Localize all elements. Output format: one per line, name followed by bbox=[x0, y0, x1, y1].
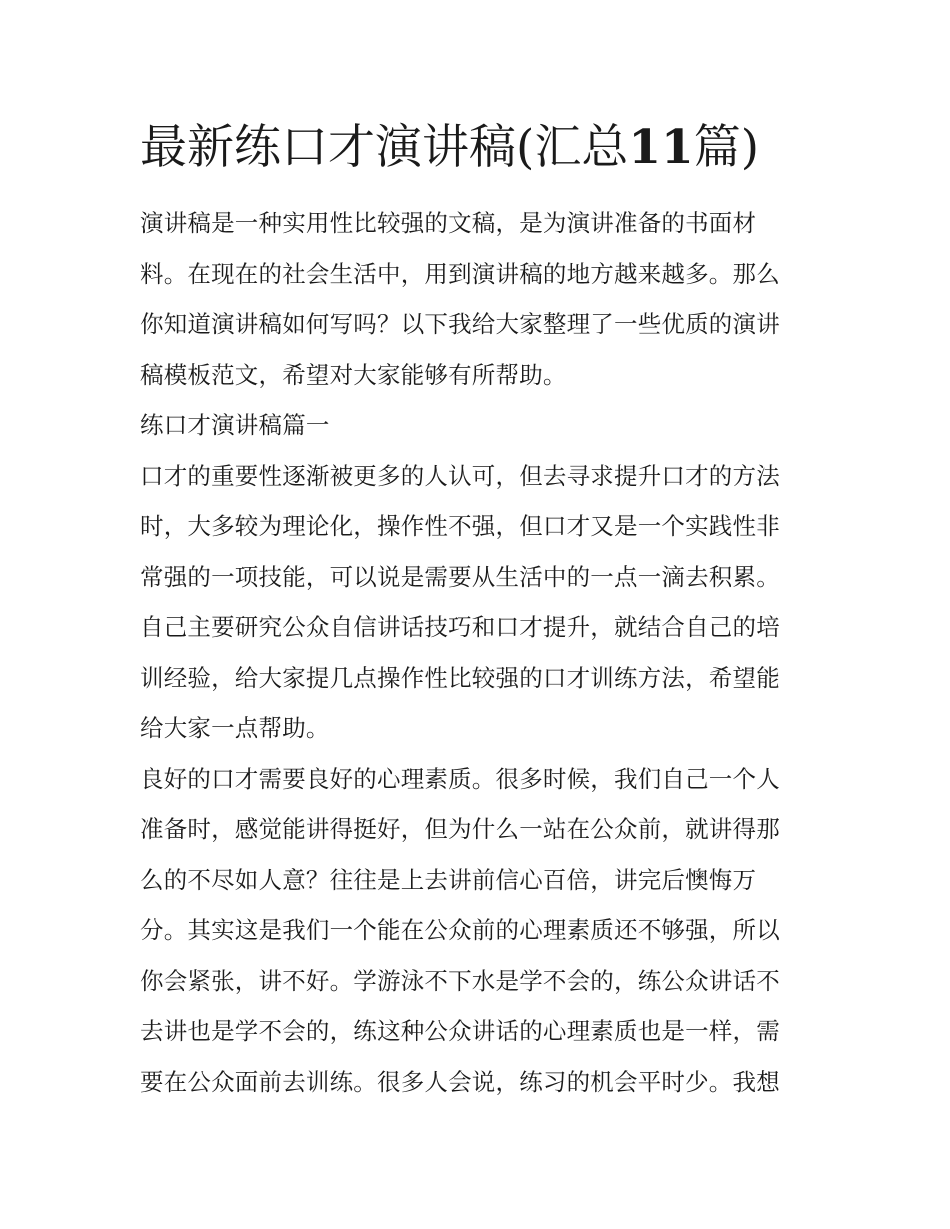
title-prefix: 最新练口才演讲稿(汇总 bbox=[140, 120, 629, 175]
body-line: 料。在现在的社会生活中，用到演讲稿的地方越来越多。那么 bbox=[140, 259, 780, 288]
body-line: 你知道演讲稿如何写吗？以下我给大家整理了一些优质的演讲 bbox=[140, 310, 780, 338]
body-line: 你会紧张，讲不好。学游泳不下水是学不会的，练公众讲话不 bbox=[140, 966, 780, 995]
document-title bbox=[140, 112, 812, 184]
body-line: 常强的一项技能，可以说是需要从生活中的一点一滴去积累。 bbox=[140, 562, 780, 591]
body-line: 自己主要研究公众自信讲话技巧和口才提升，就结合自己的培 bbox=[140, 613, 780, 641]
body-line: 去讲也是学不会的，练这种公众讲话的心理素质也是一样，需 bbox=[140, 1017, 780, 1045]
body-line: 良好的口才需要良好的心理素质。很多时候，我们自己一个人 bbox=[140, 764, 780, 793]
body-line: 准备时，感觉能讲得挺好，但为什么一站在公众前，就讲得那 bbox=[140, 815, 780, 843]
body-line: 稿模板范文，希望对大家能够有所帮助。 bbox=[140, 360, 567, 389]
body-line: 口才的重要性逐渐被更多的人认可，但去寻求提升口才的方法 bbox=[140, 461, 780, 490]
body-line: 演讲稿是一种实用性比较强的文稿，是为演讲准备的书面材 bbox=[140, 209, 757, 237]
title-suffix: 篇) bbox=[693, 120, 760, 175]
body-line: 训经验，给大家提几点操作性比较强的口才训练方法，希望能 bbox=[140, 663, 780, 692]
section-heading: 练口才演讲稿篇一 bbox=[140, 411, 330, 439]
document-page bbox=[140, 112, 812, 1107]
title-number: 11 bbox=[628, 120, 694, 175]
body-line: 么的不尽如人意？往往是上去讲前信心百倍，讲完后懊悔万 bbox=[140, 865, 757, 894]
body-line: 要在公众面前去训练。很多人会说，练习的机会平时少。我想 bbox=[140, 1067, 780, 1096]
body-line: 时，大多较为理论化，操作性不强，但口才又是一个实践性非 bbox=[140, 512, 780, 540]
document-body bbox=[140, 198, 812, 1107]
body-line: 给大家一点帮助。 bbox=[140, 714, 330, 742]
body-line: 分。其实这是我们一个能在公众前的心理素质还不够强，所以 bbox=[140, 916, 780, 944]
